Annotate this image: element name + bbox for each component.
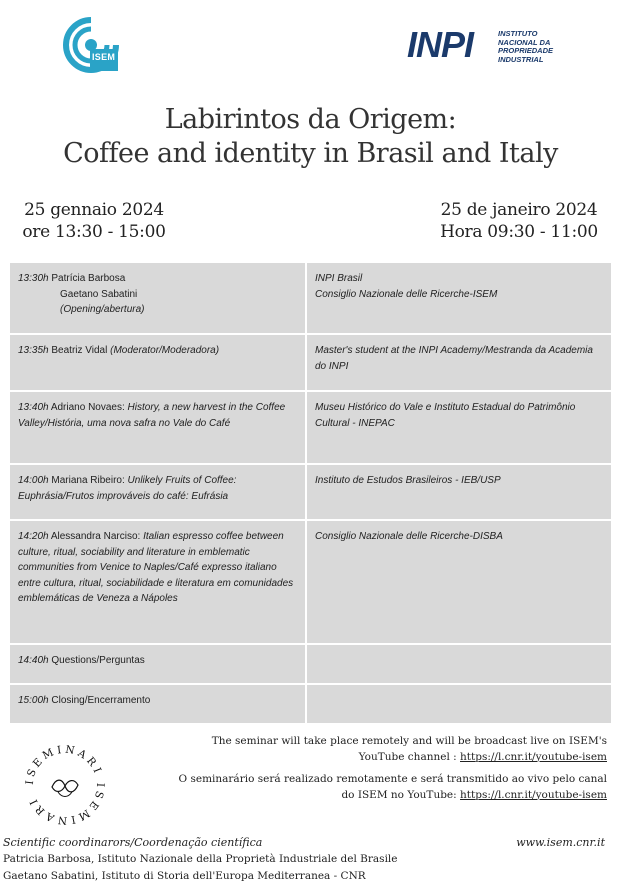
inpi-subtitle-line: PROPRIEDADE	[498, 46, 554, 56]
schedule-note: (Moderator/Moderadora)	[110, 345, 220, 356]
isem-logo-text: ISEM	[92, 52, 116, 62]
schedule-affiliation: Consiglio Nazionale delle Ricerche-DISBA	[306, 520, 612, 644]
schedule-speaker: Adriano Novaes:	[50, 402, 125, 413]
schedule-affiliation: Instituto de Estudos Brasileiros - IEB/USP	[306, 464, 612, 520]
table-row	[9, 334, 612, 391]
schedule-affiliation	[306, 644, 612, 684]
table-row	[9, 262, 612, 334]
table-row	[9, 391, 612, 464]
schedule-time: 13:30h	[18, 273, 49, 284]
schedule-item	[9, 644, 306, 684]
inpi-subtitle-line: NACIONAL DA	[498, 37, 551, 47]
schedule-time: 14:20h	[18, 531, 49, 542]
schedule-item	[9, 684, 306, 724]
schedule-affiliation: Museu Histórico do Vale e Instituto Estadual do Patrimônio Cultural - INEPAC	[306, 391, 612, 464]
schedule-label: Questions/Perguntas	[51, 655, 145, 666]
coordinator-2: Gaetano Sabatini, Istituto di Storia dell'Europa Mediterranea - CNR	[3, 870, 366, 882]
schedule-time: 15:00h	[18, 695, 49, 706]
affiliation-line: Consiglio Nazionale delle Ricerche-ISEM	[315, 288, 498, 300]
date-portuguese-day: 25 de janeiro 2024	[440, 200, 598, 220]
notice-line: The seminar will take place remotely and will be broadcast live on ISEM's	[211, 735, 607, 747]
table-row	[9, 644, 612, 684]
schedule-time: 14:00h	[18, 475, 49, 486]
schedule-label: Closing/Encerramento	[51, 695, 151, 706]
schedule-talk-title: History, a new harvest in the Coffee Valley/História, uma nova safra no Vale do Café	[18, 402, 286, 429]
date-italian	[20, 199, 168, 243]
table-row	[9, 520, 612, 644]
inpi-logo: INPI	[407, 24, 474, 65]
schedule-affiliation	[306, 262, 612, 334]
schedule-speaker: Patrícia Barbosa	[51, 273, 126, 284]
schedule-speaker: Mariana Ribeiro:	[51, 475, 125, 486]
iseminari-seal	[22, 742, 108, 828]
notice-text: do ISEM no YouTube:	[341, 788, 461, 801]
schedule-talk-title: Italian espresso coffee between culture, ritual, sociability and literature in emblematic communities from Venice to Naples/Café expresso italiano entre cultura, ritual, sociabilidade e literatura em comunidades emblemáticas de Veneza a Nápoles	[18, 531, 294, 604]
coordinators-heading: Scientific coordinarors/Coordenação científica	[3, 836, 263, 849]
schedule-note: (Opening/abertura)	[60, 304, 145, 315]
date-portuguese	[439, 199, 599, 243]
table-row	[9, 464, 612, 520]
schedule-table	[8, 261, 613, 725]
schedule-item	[9, 464, 306, 520]
schedule-item	[9, 262, 306, 334]
schedule-speaker: Gaetano Sabatini	[60, 288, 138, 300]
page-title-line-1: Labirintos da Origem:	[164, 104, 457, 135]
schedule-speaker: Beatriz Vidal	[51, 345, 108, 356]
inpi-logo-subtitle	[498, 30, 578, 64]
notice-line: O seminarário será realizado remotamente e será transmitido ao vivo pelo canal	[178, 773, 607, 785]
seal-text: ISEMINARI ISEMINARI	[23, 743, 107, 827]
affiliation-line: INPI Brasil	[315, 273, 363, 284]
date-portuguese-time: Hora 09:30 - 11:00	[440, 222, 598, 242]
notice-line	[137, 750, 607, 766]
inpi-subtitle-line: INSTITUTO	[498, 29, 538, 38]
notice-english	[137, 734, 607, 765]
page-title-line-2: Coffee and identity in Brasil and Italy	[63, 138, 558, 169]
schedule-item	[9, 391, 306, 464]
notice-line	[137, 788, 607, 804]
website-link[interactable]: www.isem.cnr.it	[516, 836, 605, 849]
inpi-subtitle-line: INDUSTRIAL	[498, 54, 544, 64]
isem-logo	[60, 16, 122, 74]
schedule-time: 13:40h	[18, 402, 49, 413]
notice-portuguese	[137, 772, 607, 803]
schedule-time: 13:35h	[18, 345, 49, 356]
youtube-link[interactable]: https://l.cnr.it/youtube-isem	[460, 788, 607, 801]
schedule-talk-title: Unlikely Fruits of Coffee: Euphrásia/Frutos improváveis do café: Eufrásia	[18, 475, 237, 502]
schedule-item	[9, 334, 306, 391]
youtube-link[interactable]: https://l.cnr.it/youtube-isem	[460, 750, 607, 763]
notice-text: YouTube channel :	[358, 750, 461, 763]
date-italian-time: ore 13:30 - 15:00	[22, 222, 166, 242]
coordinator-1: Patricia Barbosa, Istituto Nazionale della Proprietà Industriale del Brasile	[3, 853, 398, 865]
schedule-affiliation	[306, 684, 612, 724]
date-italian-day: 25 gennaio 2024	[24, 200, 164, 220]
schedule-affiliation: Master's student at the INPI Academy/Mestranda da Academia do INPI	[306, 334, 612, 391]
table-row	[9, 684, 612, 724]
schedule-item	[9, 520, 306, 644]
schedule-time: 14:40h	[18, 655, 49, 666]
schedule-speaker: Alessandra Narciso:	[50, 531, 141, 542]
